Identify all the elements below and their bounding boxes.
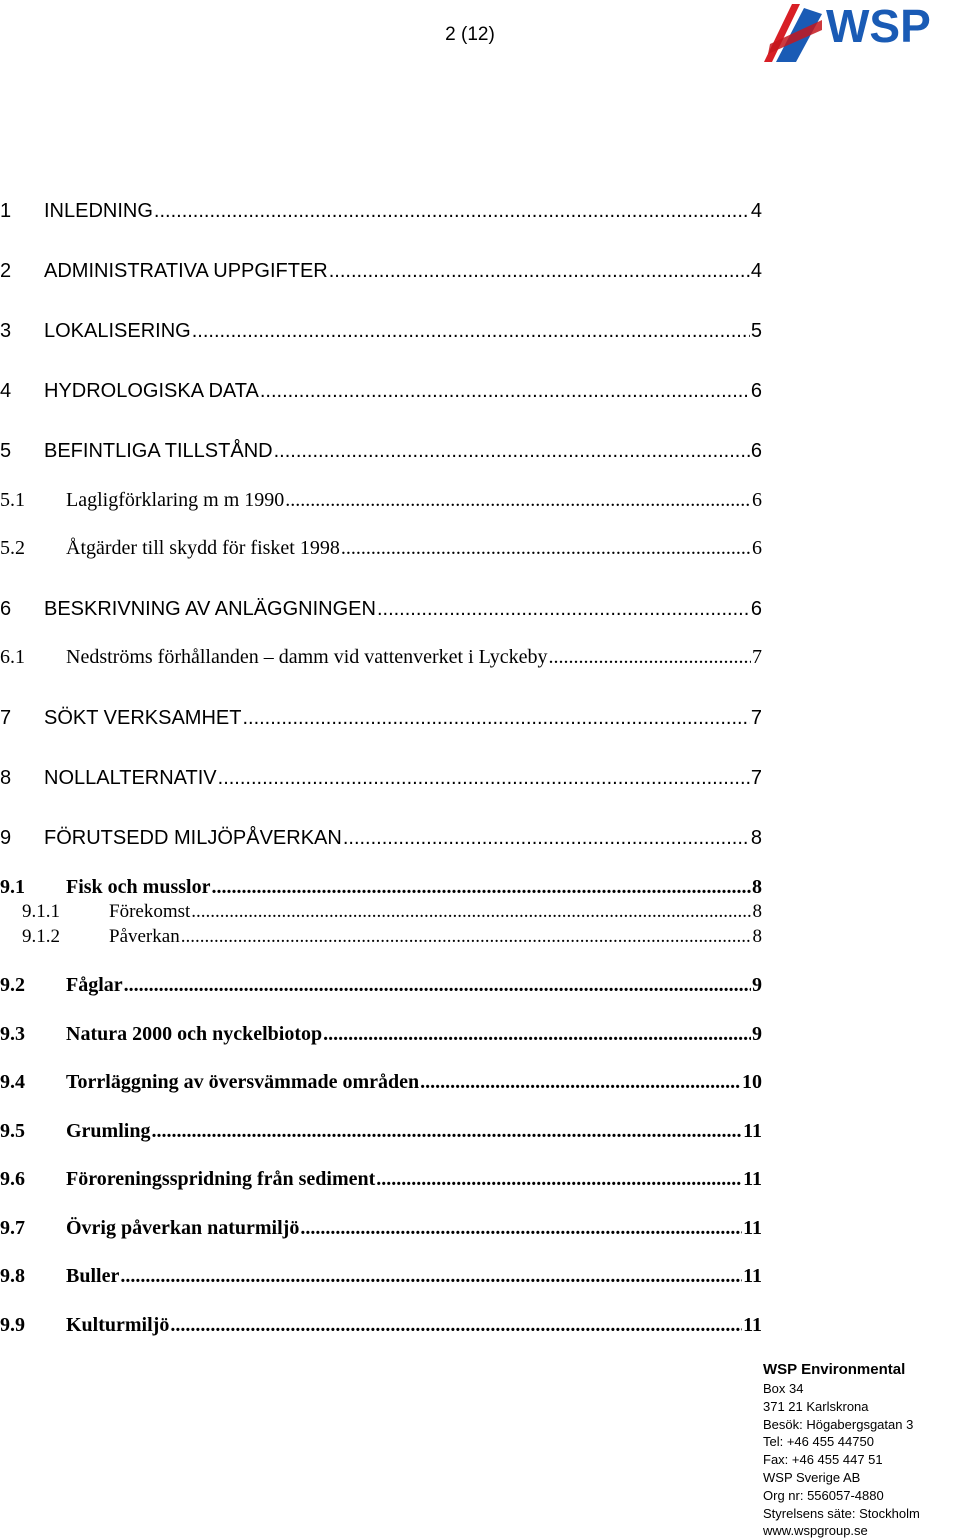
- toc-entry-page: 4: [750, 200, 762, 222]
- toc-entry-page: 11: [743, 1314, 762, 1336]
- toc-entry-title: SÖKT VERKSAMHET: [44, 707, 242, 729]
- toc-entry-number: 9.7: [0, 1217, 25, 1239]
- toc-entry[interactable]: [22, 901, 762, 923]
- toc-entry[interactable]: [0, 1071, 762, 1094]
- toc-entry-title: Torrläggning av översvämmade områden: [66, 1071, 420, 1093]
- toc-entry-page: 7: [750, 707, 762, 729]
- toc-entry-title: HYDROLOGISKA DATA: [44, 380, 259, 402]
- toc-entry-number: 7: [0, 707, 12, 729]
- toc-entry-page: 5: [750, 320, 762, 342]
- toc-dot-leader: [181, 926, 752, 948]
- toc-entry-title: Lagligförklaring m m 1990: [66, 489, 285, 511]
- toc-dot-leader: [124, 974, 751, 997]
- toc-dot-leader: [191, 901, 751, 923]
- toc-entry-title: Kulturmiljö: [66, 1314, 170, 1336]
- toc-entry-page: 7: [750, 767, 762, 789]
- toc-entry-title: Grumling: [66, 1120, 151, 1142]
- toc-entry[interactable]: [0, 767, 762, 790]
- toc-entry-number: 5.2: [0, 537, 25, 559]
- toc-entry[interactable]: [0, 1023, 762, 1046]
- toc-entry[interactable]: [0, 489, 762, 512]
- toc-entry-page: 11: [743, 1217, 762, 1239]
- toc-entry-page: 8: [752, 901, 762, 922]
- toc-entry-page: 6: [752, 489, 762, 511]
- footer-org-number: Org nr: 556057-4880: [763, 1487, 884, 1503]
- toc-entry-title: LOKALISERING: [44, 320, 191, 342]
- toc-entry[interactable]: [22, 926, 762, 948]
- toc-entry[interactable]: [0, 598, 762, 621]
- toc-entry-page: 9: [752, 974, 762, 996]
- toc-dot-leader: [343, 827, 750, 850]
- toc-entry[interactable]: [0, 974, 762, 997]
- toc-dot-leader: [376, 1168, 742, 1191]
- toc-entry-number: 9.1.1: [22, 901, 60, 922]
- toc-entry-number: 9: [0, 827, 12, 849]
- toc-entry-title: Fåglar: [66, 974, 123, 996]
- toc-entry[interactable]: [0, 1217, 762, 1240]
- toc-entry-page: 9: [752, 1023, 762, 1045]
- footer-phone: Tel: +46 455 44750: [763, 1434, 874, 1450]
- toc-dot-leader: [377, 598, 750, 621]
- toc-entry-page: 6: [750, 598, 762, 620]
- logo-text: WSP: [826, 0, 931, 52]
- toc-entry-number: 9.9: [0, 1314, 25, 1336]
- toc-entry-number: 2: [0, 260, 12, 282]
- toc-entry-title: Föroreningsspridning från sediment: [66, 1168, 376, 1190]
- toc-entry[interactable]: [0, 827, 762, 850]
- toc-entry-page: 6: [750, 440, 762, 462]
- toc-dot-leader: [192, 320, 750, 343]
- toc-entry-page: 10: [742, 1071, 762, 1093]
- toc-dot-leader: [154, 200, 750, 223]
- toc-dot-leader: [151, 1120, 742, 1143]
- footer-fax: Fax: +46 455 447 51: [763, 1452, 883, 1468]
- toc-entry-number: 9.4: [0, 1071, 25, 1093]
- toc-dot-leader: [120, 1265, 742, 1288]
- toc-entry-page: 11: [743, 1120, 762, 1142]
- toc-entry-page: 11: [743, 1265, 762, 1287]
- toc-entry[interactable]: [0, 1120, 762, 1143]
- toc-entry-number: 5.1: [0, 489, 25, 511]
- toc-entry-number: 5: [0, 440, 12, 462]
- footer-company-name: WSP Environmental: [763, 1361, 906, 1378]
- toc-entry-number: 9.8: [0, 1265, 25, 1287]
- toc-entry[interactable]: [0, 646, 762, 669]
- toc-dot-leader: [274, 440, 750, 463]
- wsp-logo: [760, 0, 960, 66]
- footer-parent-company: WSP Sverige AB: [763, 1469, 861, 1485]
- toc-entry[interactable]: [0, 1168, 762, 1191]
- toc-entry-number: 6: [0, 598, 12, 620]
- toc-dot-leader: [329, 260, 750, 283]
- toc-entry-number: 9.5: [0, 1120, 25, 1142]
- toc-entry-number: 3: [0, 320, 12, 342]
- toc-entry-page: 11: [743, 1168, 762, 1190]
- footer-visit-address: Besök: Högabergsgatan 3: [763, 1416, 914, 1432]
- toc-entry[interactable]: [0, 440, 762, 463]
- toc-entry-title: Buller: [66, 1265, 120, 1287]
- toc-entry-title: NOLLALTERNATIV: [44, 767, 217, 789]
- toc-dot-leader: [285, 489, 751, 512]
- toc-entry[interactable]: [0, 876, 762, 899]
- toc-entry[interactable]: [0, 320, 762, 343]
- toc-dot-leader: [170, 1314, 742, 1337]
- toc-entry[interactable]: [0, 1314, 762, 1337]
- toc-entry-title: Natura 2000 och nyckelbiotop: [66, 1023, 323, 1045]
- toc-entry-title: Nedströms förhållanden – damm vid vattenverket i Lyckeby: [66, 646, 548, 668]
- toc-entry-title: Förekomst: [109, 901, 191, 922]
- toc-entry-number: 4: [0, 380, 12, 402]
- toc-dot-leader: [260, 380, 750, 403]
- footer-address-block: [763, 1360, 958, 1540]
- toc-dot-leader: [242, 707, 749, 730]
- toc-entry-number: 9.2: [0, 974, 25, 996]
- footer-board-seat: Styrelsens säte: Stockholm: [763, 1505, 920, 1521]
- toc-entry-title: Åtgärder till skydd för fisket 1998: [66, 537, 340, 559]
- toc-entry-page: 6: [750, 380, 762, 402]
- toc-entry-title: ADMINISTRATIVA UPPGIFTER: [44, 260, 328, 282]
- toc-entry-number: 9.6: [0, 1168, 25, 1190]
- toc-entry-number: 9.1: [0, 876, 25, 898]
- toc-entry-page: 7: [752, 646, 762, 668]
- toc-dot-leader: [323, 1023, 751, 1046]
- toc-entry-number: 9.1.2: [22, 926, 60, 947]
- toc-entry-number: 8: [0, 767, 12, 789]
- toc-dot-leader: [218, 767, 750, 790]
- toc-entry[interactable]: [0, 1265, 762, 1288]
- toc-dot-leader: [341, 537, 751, 560]
- footer-postbox: Box 34: [763, 1381, 804, 1396]
- toc-entry-page: 6: [752, 537, 762, 559]
- toc-entry-title: FÖRUTSEDD MILJÖPÅVERKAN: [44, 827, 342, 849]
- toc-entry-title: BEFINTLIGA TILLSTÅND: [44, 440, 273, 462]
- footer-postal-address: 371 21 Karlskrona: [763, 1398, 869, 1414]
- toc-dot-leader: [549, 646, 751, 669]
- toc-dot-leader: [300, 1217, 742, 1240]
- toc-entry-page: 8: [750, 827, 762, 849]
- toc-entry-title: BESKRIVNING AV ANLÄGGNINGEN: [44, 598, 376, 620]
- toc-entry[interactable]: [0, 537, 762, 560]
- toc-entry[interactable]: [0, 707, 762, 730]
- toc-entry-title: INLEDNING: [44, 200, 153, 222]
- toc-entry-page: 8: [752, 876, 762, 898]
- toc-entry-title: Övrig påverkan naturmiljö: [66, 1217, 300, 1239]
- toc-entry-page: 4: [750, 260, 762, 282]
- toc-entry-title: Påverkan: [109, 926, 180, 947]
- toc-dot-leader: [420, 1071, 741, 1094]
- toc-dot-leader: [211, 876, 751, 899]
- toc-entry[interactable]: [0, 260, 762, 283]
- toc-entry-number: 1: [0, 200, 12, 222]
- toc-entry[interactable]: [0, 200, 762, 223]
- page-number: 2 (12): [445, 24, 495, 45]
- footer-website-link[interactable]: www.wspgroup.se: [763, 1523, 868, 1539]
- toc-entry-number: 9.3: [0, 1023, 25, 1045]
- toc-entry[interactable]: [0, 380, 762, 403]
- toc-entry-number: 6.1: [0, 646, 25, 668]
- toc-entry-page: 8: [752, 926, 762, 947]
- toc-entry-title: Fisk och musslor: [66, 876, 211, 898]
